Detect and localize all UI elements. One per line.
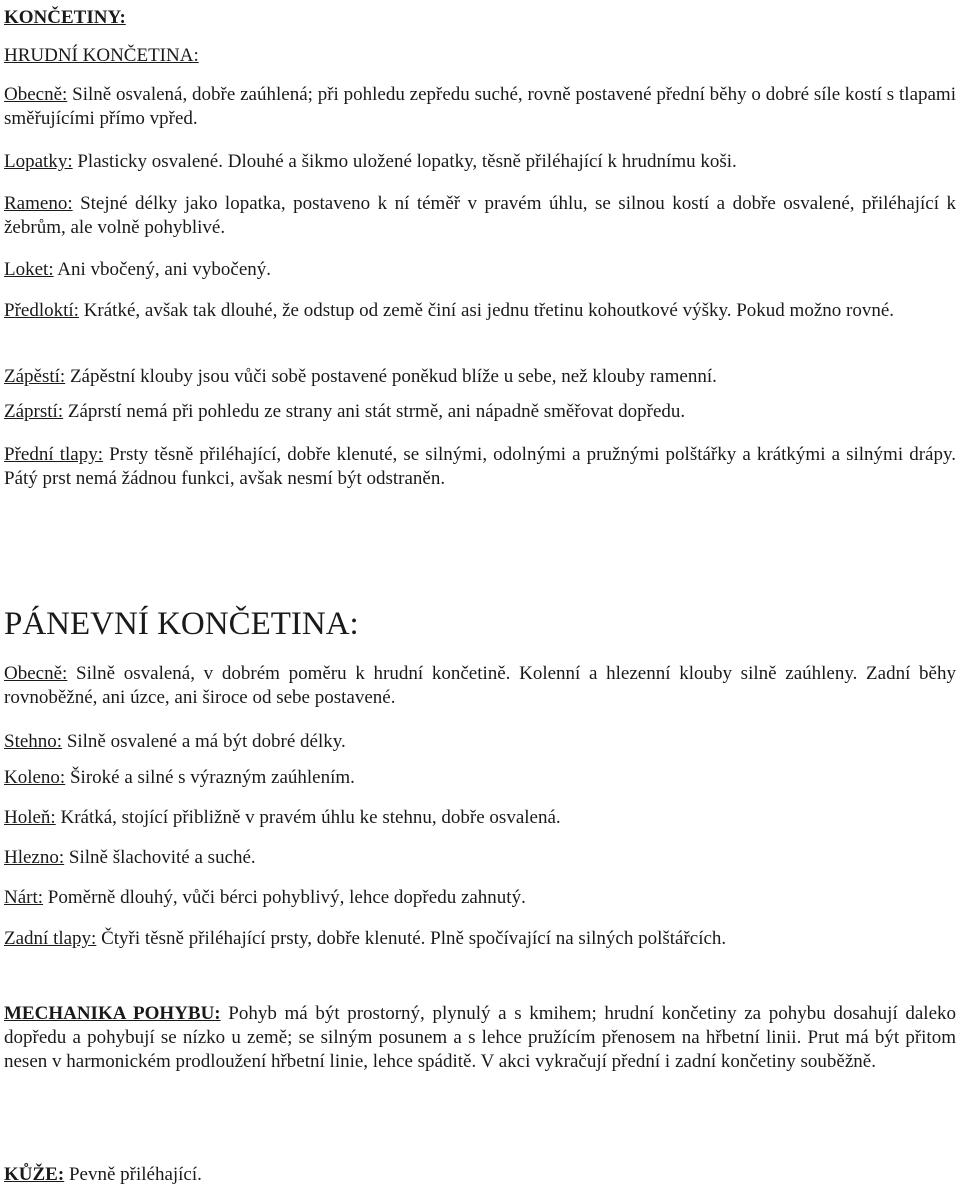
field-label: Hlezno: (4, 847, 65, 868)
movement-text: Pohyb má být prostorný, plynulý a s kmihem; hrudní končetiny za pohybu dosahují daleko dopředu a pohybují se nízko u země; se silným posunem a s lehce pružícím přenosem na hřbetní linii. Prut má být přitom nesen v harmonickém prodloužení hřbetní linie, lehce spáditě. V akci vykračují přední i zadní končetiny souběžně. (4, 1003, 957, 1072)
field-text: Silně osvalená, v dobrém poměru k hrudní končetině. Kolenní a hlezenní klouby silně zaúhleny. Zadní běhy rovnoběžné, ani úzce, ani široce od sebe postavené. (4, 663, 956, 708)
skin-label: KŮŽE: (4, 1164, 65, 1185)
hind-limb-hock (4, 846, 956, 870)
field-text: Ani vbočený, ani vybočený. (53, 259, 272, 280)
field-text: Široké a silné s výrazným zaúhlením. (65, 767, 355, 788)
field-label: Přední tlapy: (4, 444, 103, 465)
front-limb-pastern (4, 400, 956, 424)
front-limb-forearm (4, 299, 956, 323)
hind-limb-heading: PÁNEVNÍ KONČETINA: (4, 606, 359, 642)
field-label: Lopatky: (4, 151, 73, 172)
field-label: Obecně: (4, 663, 68, 684)
field-label: Obecně: (4, 84, 68, 105)
page-title: KONČETINY: (4, 7, 126, 28)
field-label: Holeň: (4, 807, 56, 828)
field-text: Čtyři těsně přiléhající prsty, dobře klenuté. Plně spočívající na silných polštářcích. (96, 928, 727, 949)
field-text: Prsty těsně přiléhající, dobře klenuté, se silnými, odolnými a pružnými polštářky a krátkými a silnými drápy. Pátý prst nemá žádnou funkci, avšak nesmí být odstraněn. (4, 444, 956, 489)
hind-limb-thigh (4, 730, 956, 754)
field-text: Stejné délky jako lopatka, postaveno k ní téměř v pravém úhlu, se silnou kostí a dobře osvalené, přiléhající k žebrům, ale volně pohyblivé. (4, 193, 956, 238)
field-label: Loket: (4, 259, 54, 280)
field-label: Rameno: (4, 193, 73, 214)
hind-limb-lower-thigh (4, 806, 956, 830)
field-text: Krátká, stojící přibližně v pravém úhlu ke stehnu, dobře osvalená. (55, 807, 561, 828)
hind-limb-general (4, 662, 956, 710)
movement-label: MECHANIKA POHYBU: (4, 1003, 221, 1024)
field-text: Krátké, avšak tak dlouhé, že odstup od země činí asi jednu třetinu kohoutkové výšky. Pokud možno rovné. (78, 300, 895, 321)
field-label: Zadní tlapy: (4, 928, 97, 949)
front-limb-shoulder-blades (4, 150, 956, 174)
skin-section (4, 1163, 956, 1187)
front-limb-feet (4, 443, 956, 491)
front-limb-upper-arm (4, 192, 956, 240)
front-limb-elbow (4, 258, 956, 282)
field-text: Poměrně dlouhý, vůči bérci pohyblivý, lehce dopředu zahnutý. (43, 887, 526, 908)
field-text: Silně osvalené a má být dobré délky. (62, 731, 346, 752)
field-text: Plasticky osvalené. Dlouhé a šikmo uložené lopatky, těsně přiléhající k hrudnímu koši. (72, 151, 737, 172)
hind-limb-feet (4, 927, 956, 951)
hind-limb-metatarsus (4, 886, 956, 910)
front-limb-heading: HRUDNÍ KONČETINA: (4, 45, 199, 66)
field-label: Záprstí: (4, 401, 64, 422)
field-text: Silně osvalená, dobře zaúhlená; při pohledu zepředu suché, rovně postavené přední běhy o dobré síle kostí s tlapami směřujícími přímo vpřed. (4, 84, 956, 129)
field-text: Silně šlachovité a suché. (64, 847, 256, 868)
skin-text: Pevně přiléhající. (64, 1164, 202, 1185)
field-label: Předloktí: (4, 300, 79, 321)
field-label: Nárt: (4, 887, 44, 908)
field-label: Stehno: (4, 731, 63, 752)
front-limb-general (4, 83, 956, 131)
field-label: Zápěstí: (4, 366, 66, 387)
field-text: Záprstí nemá při pohledu ze strany ani stát strmě, ani nápadně směřovat dopředu. (63, 401, 686, 422)
hind-limb-knee (4, 766, 956, 790)
field-label: Koleno: (4, 767, 66, 788)
movement-section (4, 1002, 956, 1074)
front-limb-wrist (4, 365, 956, 389)
field-text: Zápěstní klouby jsou vůči sobě postavené poněkud blíže u sebe, než klouby ramenní. (65, 366, 717, 387)
